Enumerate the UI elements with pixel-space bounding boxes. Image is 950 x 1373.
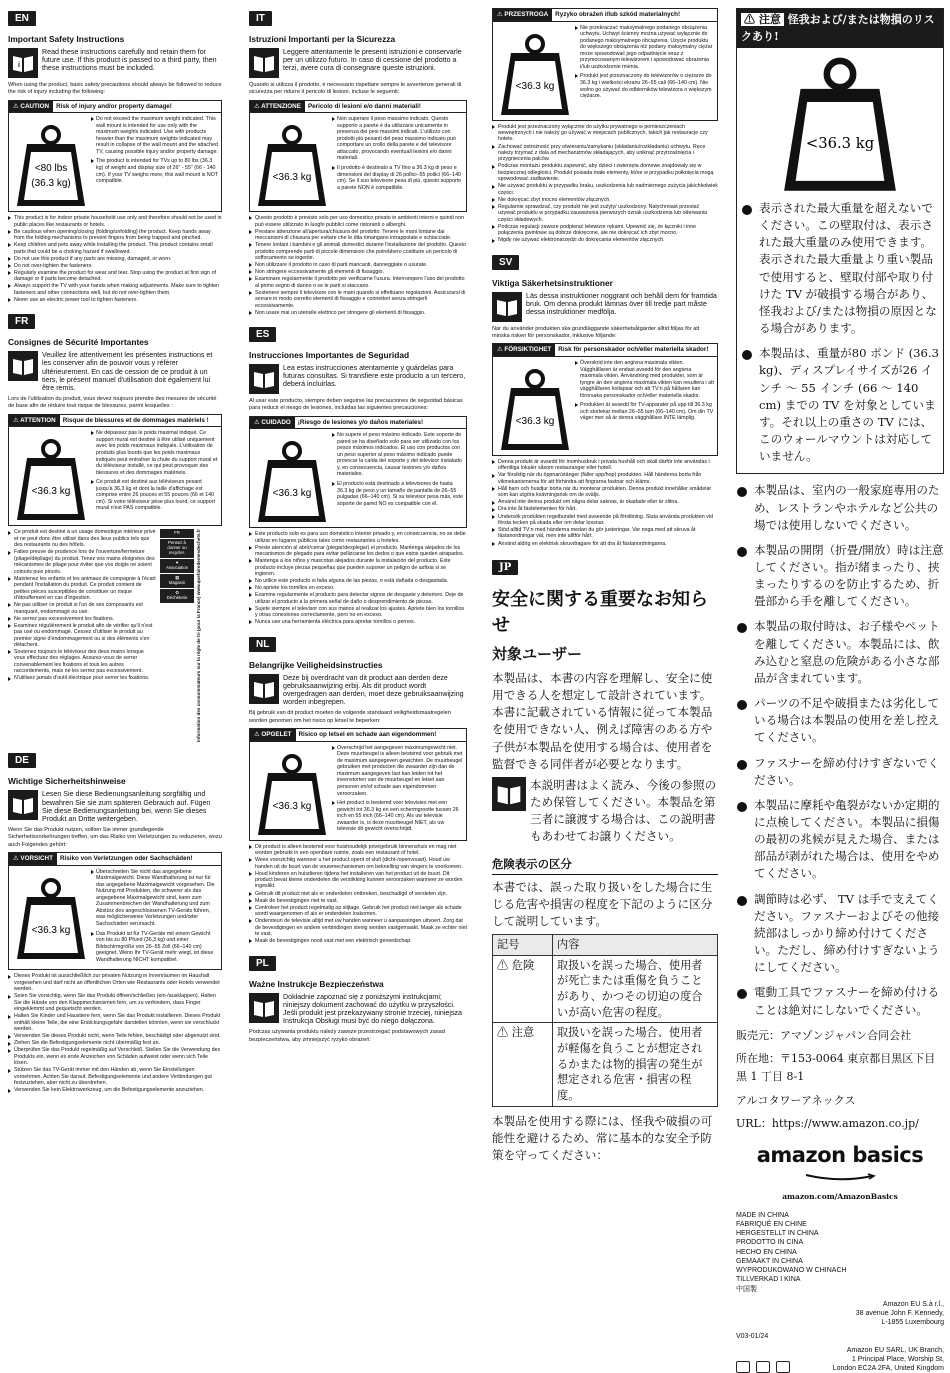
seller: 販売元：アマゾンジャパン合同会社: [736, 1028, 912, 1042]
bullets-sv: [492, 459, 718, 547]
section-sv: [492, 252, 718, 547]
warning-box-en: [8, 100, 222, 213]
hazard-table: [492, 934, 718, 1107]
weight-label: <36.3 kg: [31, 486, 71, 498]
list-item: Soutenez toujours le téléviseur des deux mains lorsque vous effectuez des réglages. Assurez-vous de serrer convenablement les fixations et tous les autres raccordements, mais ne les serrez pas excessivement.: [8, 649, 156, 675]
warning-tag-pl: ⚠ PRZESTROGA: [493, 9, 552, 21]
list-item: Stöd alltid TV:n med händerna medan du gör justeringar. Var noga med att skruva åt fästanordningar väl, men inte alltför hårt.: [492, 527, 718, 540]
list-item: パーツの不足や破損または劣化している場合は本製品の使用を差し控えてください。: [736, 695, 944, 746]
section-pl-cont: [492, 8, 718, 244]
list-item: Maintenez les enfants et les animaux de compagnie à l'écart pendant l'installation du produit. Ce produit contient de petites pièces susceptibles de constituer un risque d'étouffement en cas d'ingestion.: [8, 576, 156, 602]
jp-url: URL：https://www.amazon.co.jp/: [736, 1117, 919, 1131]
made-in-list: [736, 1211, 944, 1294]
address: 所在地：〒153-0064 東京都目黒区下目黒 1 丁目 8-1: [736, 1052, 936, 1083]
list-item: Maak de bevestigingen niet te vast.: [249, 898, 467, 904]
column-3: [492, 8, 718, 1353]
building: アルコタワーアネックス: [736, 1093, 856, 1107]
warning-bullet: Il prodotto è destinato a TV fino a 36.3 kg di peso e dimensioni del display di 26 pollici–55 pollici (66–140 cm). Se il suo televisore pesa di più, questo supporto a parete NON è compatibile.: [332, 165, 464, 191]
list-item: Non usare mai un utensile elettrico per stringere gli elementi di fissaggio.: [249, 310, 467, 316]
made-in-line: TILLVERKAD I KINA: [736, 1276, 801, 1284]
bullets-en: [8, 215, 222, 303]
warning-box-pl: [492, 8, 718, 121]
lang-tag-fr: FR: [8, 314, 35, 329]
list-item: Tenere lontani i bambini e gli animali domestici durante l'installazione del prodotto. Questo prodotto comprende parti di piccole dimensioni che potrebbero costituire un pericolo di soffocamento se ingerite.: [249, 242, 467, 261]
section-en: [8, 8, 222, 303]
intro-sv: Läs dessa instruktioner noggrant och behåll dem för framtida bruk. Om denna produkt lämnas över till tredje part måste dessa instruktioner medfölja.: [526, 291, 717, 317]
list-item: 本製品の開閉（折畳/開放）時は注意してください。指が緒まったり、挟まったりするのを防止するため、折畳部から手を離してください。: [736, 542, 944, 611]
list-item: Dieses Produkt ist ausschließlich zur privaten Nutzung in Innenräumen im Haushalt vorgesehen und darf nicht an öffentlichen Orten wie Restaurants oder Hotels verwendet werden.: [8, 973, 222, 992]
weight-icon: [15, 124, 87, 208]
weight-icon: [15, 877, 87, 961]
warning-bullet: Överskrid inte den angivna maximala vikten. Vägghållaren är endast avsedd för den angivna maximala vikten. Användning med produkter, som är tyngre än den angivna maximala vikten kan resultera i att vägghållaren kollapsar och att TV:n på hållaren kan förorsaka personskador och/eller materiella skador.: [575, 360, 715, 399]
warning-icon: ⚠: [497, 1026, 509, 1040]
danger-symbol: ⚠ 危険: [493, 955, 553, 1023]
manual-icon: [8, 351, 38, 381]
list-item: Do not use this product if any parts are missing, damaged, or worn.: [8, 256, 222, 262]
bullets-es: [249, 531, 467, 626]
address-line: London EC2A 2FA, United Kingdom: [832, 1365, 944, 1373]
weight-label: <36.3 kg: [805, 135, 875, 152]
bullets-nl: [249, 844, 467, 945]
warning-title-nl: Risico op letsel en schade aan eigendommen!: [298, 731, 437, 739]
list-item: 調節時は必ず、 TV は手で支えてください。ファスナーおよびその他接続部はしっかり締め付けてください。ただし、締め付けすぎないようにしてください。: [736, 891, 944, 977]
warning-tag-sv: ⚠ FÖRSIKTIGHET: [493, 344, 555, 356]
made-in-line: MADE IN CHINA: [736, 1211, 789, 1219]
bullets-it: [249, 215, 467, 316]
brand-block: [736, 1143, 944, 1201]
warning-icon: ⚠: [13, 102, 21, 110]
lang-tag-sv: SV: [492, 255, 519, 270]
warning-tag-it: ⚠ ATTENZIONE: [250, 101, 305, 113]
intro-it: Leggere attentamente le presenti istruzioni e conservarle per un utilizzo futuro. In caso di cessione del prodotto a terzi, avere cura di consegnare queste istruzioni.: [283, 48, 462, 73]
list-item: Wees voorzichtig wanneer u het product opent of sluit (dicht-/openvouwt). Houd uw handen uit de buurt van de vouwmechanismen om beknelling van vingers te voorkomen.: [249, 857, 467, 870]
list-item: Podczas regulacji zawsze podpierać telewizor rękami. Upewnić się, że łączniki i inne połączenia gwintowe są dobrze dokręcone, ale nie dokręcać ich zbyt mocno.: [492, 224, 718, 237]
list-item: Este producto solo es para uso doméstico interior privado y, en consecuencia, no se debe utilizar en lugares públicos tales como restaurantes u hoteles.: [249, 531, 467, 544]
section-de: [8, 750, 222, 1093]
weight-label: <36.3 kg: [272, 800, 312, 812]
weight-label-2: (36.3 kg): [31, 178, 71, 190]
warning-bullet: Overschrijd het aangegeven maximumgewicht niet. Deze muurbeugel is alleen bestemd voor gebruik met de maximum aangegeven gewichten. De muurbeugel gebruiken met producten die zwaarder zijn dan de maximum aangegeven last kan leiden tot het ineenstorten van de muurbeugel en letsel aan personen en/of schade aan eigendommen veroorzaken.: [332, 745, 464, 798]
recycling-side-text: Information des consommateurs sur la règle de tri (pour la France) www.quefairedemesdechets.fr: [196, 529, 201, 743]
list-item: Podczas montażu produktu zapewnić, aby dzieci i zwierzęta domowe znajdowały się w bezpiecznej odległości. Produkt posiada małe elementy, które w przypadku połknięcia mogą spowodować zadławienie.: [492, 163, 718, 182]
jp-paragraph-3: 本書では、誤った取り扱いをした場合に生じる危害や損害の程度を下記のように区分して説明しています。: [492, 879, 713, 928]
list-item: 表示された最大重量を超えないでください。この壁取付は、表示された最大重量のみ使用できます。表示された最大重量より重い製品で使用すると、壁取付部や取り付けた TV が破損する場合があり、怪我および/または物損の原因となる場合があります。: [741, 200, 939, 337]
weight-label: <36.3 kg: [515, 415, 555, 427]
intro-nl: Deze bij overdracht van dit product aan derden deze gebruiksaanwijzing erbij. Als dit product wordt overgedragen aan derden, moet deze gebruiksaanwijzing worden inbegrepen.: [283, 673, 464, 707]
svg-text:i: i: [18, 62, 20, 69]
warning-tag-es: ⚠ CUIDADO: [250, 417, 295, 429]
weight-label: <36.3 kg: [515, 80, 555, 92]
lead-es: Al usar este producto, siempre deben seguirse las precauciones de seguridad básicas para reducir el riesgo de lesiones, incluidas las siguientes precauciones:: [249, 398, 463, 412]
address-line: 38 avenue John F. Kennedy,: [855, 1309, 944, 1317]
recycling-center: ♻ Déchèterie: [160, 589, 194, 603]
lang-tag-pl: PL: [249, 956, 276, 971]
warning-icon: ⚠: [497, 11, 505, 18]
manual-icon: [249, 674, 279, 704]
weight-icon: [256, 440, 328, 524]
lang-tag-it: IT: [249, 11, 272, 26]
list-item: 電動工具でファスナーを締め付けることは絶対にしないでください。: [736, 984, 944, 1018]
title-sv: Viktiga Säkerhetsinstruktioner: [492, 277, 613, 288]
section-pl: [249, 953, 467, 1044]
weight-label: <36.3 kg: [272, 172, 312, 184]
list-item: Var försiktig när du öppnar/stänger (fäller upp/hop) produkten. Håll händerna borta från vikmekanismerna för att förhindra att fingrarna fastnar och kläms.: [492, 472, 718, 485]
made-in-line: GEMAAKT IN CHINA: [736, 1257, 803, 1265]
recycling-store: ▦ Magasin: [160, 574, 194, 588]
table-cell: 取扱いを誤った場合、使用者が軽傷を負うことが想定されるかまたは物的損害の発生が想定される危害・損害の程度。: [553, 1023, 718, 1106]
title-nl: Belangrijke Veiligheidsinstructies: [249, 659, 383, 670]
warning-box-sv: [492, 343, 718, 456]
version: V03-01/24: [736, 1333, 769, 1341]
warning-bullet: Überschreiten Sie nicht das angegebene Maximalgewicht. Diese Wandhalterung ist nur für das angegebene Maximalgewicht vorgesehen. Die Nutzung mit Produkten, die schwerer als das angegebene Maximalgewicht sind, kann zum Zusammenbrechen der Wandhalterung und zum Abstürz des angeschlossenen TV-Geräts führen, was möglicherweise Verletzungen und/oder Sachschäden verursacht.: [91, 869, 219, 928]
manual-icon: [492, 292, 522, 322]
recycling-fr-badge: FR: [160, 529, 194, 538]
list-item: Do not over-tighten the fasteners.: [8, 263, 222, 269]
warning-title-es: ¡Riesgo de lesiones y/o daños materiales!: [297, 418, 424, 426]
weight-label: <36.3 kg: [31, 924, 71, 936]
lead-it: Quando si utilizza il prodotto, è necessario rispettare sempre le avvertenze generali di sicurezza per ridurre il pericolo di lesioni, incluse le seguenti:: [249, 82, 462, 96]
warning-title-jp: 怪我および/または物損のリスクあり!: [741, 13, 935, 43]
title-en: Important Safety Instructions: [8, 34, 125, 44]
list-item: Verwenden Sie dieses Produkt nicht, wenn Teile fehlen, beschädigt oder abgenutzt sind.: [8, 1033, 222, 1039]
section-it: [249, 8, 467, 316]
made-in-line: PRODOTTO IN CINA: [736, 1239, 804, 1247]
bullets-de: [8, 973, 222, 1093]
warning-bullet: Het product is bestemd voor televisies met een gewicht tot 36.3 kg en een schermgrootte tussen 26 inch en 55 inch (66–140 cm). Als uw televisie zwaarder is, is deze muurbeugel NIET, als uw televisie dit gewicht overschrijdt.: [332, 800, 464, 833]
warning-bullet: The product is intended for TVs up to 80 lbs (36.3 kg) of weight and display size of 26" - 55" (66 - 140 cm). If your TV weighs more, this wall mount is NOT compatible.: [91, 158, 219, 184]
table-header: 記号: [493, 935, 553, 956]
table-cell: 取扱いを誤った場合、使用者が死亡または重傷を負うことがあり、かつその切迫の度合いが高い危害の程度。: [553, 955, 718, 1023]
address-line: Amazon EU S.à r.l.,: [882, 1300, 944, 1308]
manual-icon: [8, 48, 38, 78]
store-icon: ▦: [174, 574, 180, 580]
warning-bullet: Nie przekraczać maksymalnego podanego obciążenia uchwytu. Uchwyt ścienny można używać wyłącznie do podanego maksymalnego obciążenia. Użycie produktu do większego obciążenia niż podany maksymalny ciężar może spowodować jego odpadnięcie wraz z przymocowanym telewizorem i spowodować obrażenia i/lub uszkodzenie mienia.: [575, 25, 715, 71]
weight-icon: [499, 33, 571, 117]
weight-icon: [15, 438, 87, 522]
jp-paragraph-2: 本説明書はよく読み、今後の参照のため保管してください。本製品を第三者に譲渡する場合は、この説明書もあわせてお譲りください。: [530, 777, 717, 844]
triman-recycling-logo: [160, 529, 222, 742]
title-de: Wichtige Sicherheitshinweise: [8, 776, 126, 787]
lead-en: When using the product, basic safety precautions should always be followed to reduce the risk of injury including the following:: [8, 82, 222, 96]
warning-icon: ⚠: [13, 854, 21, 862]
list-item: Halten Sie Kinder und Haustiere fern, wenn Sie das Produkt installieren. Dieses Produkt enthält kleine Teile, die eine Erstickungsgefahr darstellen könnten, wenn sie verschluckt werden.: [8, 1013, 222, 1032]
lead-nl: Bij gebruik van dit product moeten de volgende standaard veiligheidsmaatregelen worden genomen om het risico op letsel te beperken:: [249, 710, 451, 724]
weight-icon: [256, 124, 328, 208]
list-item: Always support the TV with your hands when making adjustments. Make sure to tighten fasteners and other connections well, but do not over-tighten them.: [8, 283, 222, 296]
list-item: Houd kinderen en huisdieren tijdens het installeren van het product uit de buurt. Dit product bevat kleine onderdelen die verstikking kunnen veroorzaken wanneer ze worden ingeslikt.: [249, 871, 467, 890]
address-line: L-1855 Luxembourg: [881, 1318, 944, 1326]
table-row: [493, 955, 718, 1023]
address-line: Amazon EU SARL, UK Branch,: [846, 1347, 944, 1355]
column-2: [249, 8, 467, 1353]
warning-tag-jp: ⚠ 注意: [741, 13, 784, 26]
list-item: Dra inte åt fästelementen för hårt.: [492, 506, 718, 512]
warning-bullet: Das Produkt ist für TV-Geräte mit einem Gewicht von bis zu 80 Pfund (36,3 kg) und einer Bildschirmgröße von 26–55 Zoll (66–140 cm) geeignet. Wenn Ihr TV-Gerät mehr wiegt, ist diese Wandhalterung NICHT kompatibel.: [91, 931, 219, 964]
jp-paragraph-1: 本製品は、本書の内容を理解し、安全に使用できる人を想定して設計されています。本書に記載されている情報に従って本製品を使用できない人、例えば障害のある方や子供が本製品を使用する場合は、使用者を監督できる同伴者が必要となります。: [492, 670, 713, 771]
lead-fr: Lors de l'utilisation du produit, vous devez toujours prendre des mesures de sécurité de base afin de réduire tout risque de blessures, parmi lesquelles :: [8, 396, 217, 410]
weight-label: <80 lbs: [34, 163, 68, 175]
warning-icon: ⚠: [254, 731, 262, 739]
warning-bullet: Produkt jest przeznaczony do telewizorów o ciężarze do 36.3 kg i wielkości ekranu 26–55 cali (66–140 cm). Nie wolno go używać do odbiorników telewizora o większym ciężarze.: [575, 73, 715, 99]
title-pl: Ważne Instrukcje Bezpieczeństwa: [249, 978, 384, 989]
uk-address: [833, 1346, 944, 1373]
warning-icon: ⚠: [497, 346, 505, 354]
weight-icon: [775, 56, 905, 194]
column-4: [736, 8, 944, 1373]
made-in-line: 中国製: [736, 1285, 757, 1293]
list-item: Prestare attenzione all'apertura/chiusura del prodotto. Tenere le mani lontane dai meccanismi di chiusura per evitare che le dita rimangano intrappolate e schiacciate.: [249, 229, 467, 242]
recycle-icon: ♻: [175, 589, 179, 595]
list-item: 本製品の取付時は、お子様やペットを離してください。本製品には、飲み込むと窒息の危険がある小さな部品が含まれています。: [736, 618, 944, 687]
list-item: 本製品は、重量が80 ポンド (36.3 kg)、ディスプレイサイズが26 インチ ～ 55 インチ (66 ～ 140 cm) までの TV を対象としています。それ以上の重さの TV には、このウォールマウントは対応していません。: [741, 345, 939, 465]
manual-icon: [249, 48, 279, 78]
section-nl: [249, 634, 467, 945]
list-item: Non utilizzare il prodotto in caso di parti mancanti, danneggiate o usurate.: [249, 262, 467, 268]
warning-tag-de: ⚠ VORSICHT: [9, 853, 57, 865]
list-item: Ondersteun de televisie altijd met uw handen wanneer u aanpassingen uitvoert. Zorg dat de bevestigingen en andere verbindingen stevig worden vastgemaakt. Maak ze echter niet te vast.: [249, 918, 467, 937]
table-header: 内容: [553, 935, 718, 956]
list-item: Non stringere eccessivamente gli elementi di fissaggio.: [249, 269, 467, 275]
hands-icon: ♥: [175, 560, 179, 566]
list-item: Ne pas utiliser ce produit si l'un de ses composants est manquant, endommagé ou usé.: [8, 602, 156, 615]
warning-box-fr: [8, 414, 222, 527]
list-item: Controleer het product regelmatig op slijtage. Gebruik het product niet langer als schade wordt waargenomen of als er onderdelen loskomen.: [249, 905, 467, 918]
list-item: Esaminare regolarmente il prodotto per verificarne l'usura. Interrompere l'uso del prodotto al primo segno di danno o se le parti si staccano.: [249, 276, 467, 289]
weight-icon: [256, 753, 328, 837]
warning-icon: ⚠: [744, 13, 759, 26]
list-item: Faites preuve de prudence lors de l'ouverture/fermeture (pliage/dépliage) du produit. Tenez vos mains éloignées des mécanismes de pliage pour éviter que vos doigts ne soient coincés puis pincés.: [8, 549, 156, 575]
lead-sv: När du använder produkten ska grundläggande säkerhetsåtgärder alltid följas för att minska risken för personskador, inklusive följande:: [492, 325, 700, 340]
warning-box-nl: [249, 728, 467, 841]
list-item: Gebruik dit product niet als er onderdelen ontbreken, beschadigd of versleten zijn.: [249, 891, 467, 897]
list-item: Använd aldrig en elektrisk skruvdragare för att dra åt fästanordningarna.: [492, 541, 718, 547]
list-item: Regularly examine the product for wear and tear. Stop using the product at first sign of damage or if parts become detached.: [8, 270, 222, 283]
list-item: Produkt jest przeznaczony wyłącznie do użytku prywatnego w pomieszczeniach wewnętrznych i nie należy go używać w miejscach publicznych, takich jak restauracje czy hotele.: [492, 124, 718, 143]
list-item: N'utilisez jamais d'outil électrique pour serrer les fixations.: [8, 675, 156, 681]
bullets-jp-warning: [737, 198, 943, 465]
warning-title-fr: Risque de blessures et de dommages matériels !: [62, 416, 209, 424]
recycling-text: Pensez à donner ou recycler.: [160, 539, 194, 558]
list-item: ファスナーを締め付けすぎないでください。: [736, 755, 944, 789]
warning-title-sv: Risk för personskador och/eller materiella skador!: [558, 346, 709, 354]
smile-arrow-icon: [800, 1174, 880, 1182]
table-row: [493, 935, 718, 956]
list-item: This product is for indoor private household use only and therefore should not be used in public places like restaurants or hotels.: [8, 215, 222, 228]
warning-bullet: Ne dépassez pas le poids maximal indiqué. Ce support mural est destiné à être utilisé uniquement avec les poids maximaux indiqués. L'utilisation de produits plus lourds que les poids maximaux indiqués peut entraîner la chute du support mural et du téléviseur installé, ce qui peut provoquer des blessures et des dommages matériels.: [91, 430, 219, 476]
list-item: Seien Sie vorsichtig, wenn Sie das Produkt öffnen/schließen (ein-/ausklappen). Halten Sie die Hände von den Klappmechanismen fern, um zu verhindern, dass Finger eingeklemmt und gequetscht werden.: [8, 993, 222, 1012]
column-1: [8, 8, 222, 1353]
lang-tag-nl: NL: [249, 637, 276, 652]
lang-tag-de: DE: [8, 753, 36, 768]
compliance-icon: [776, 1361, 790, 1373]
manual-icon: [8, 790, 38, 820]
made-in-line: HERGESTELLT IN CHINA: [736, 1230, 819, 1238]
bullets-jp: [736, 482, 944, 1018]
amazon-basics-logo: amazon basics: [756, 1142, 924, 1167]
section-es: [249, 324, 467, 626]
recycling-association: ♥ Association: [160, 559, 194, 573]
list-item: Sujete siempre el televisor con sus manos al realizar los ajustes. Apriete bien los tornillos y otras conexiones correctamente, pero no en exceso.: [249, 606, 467, 619]
eu-address: [736, 1300, 944, 1327]
list-item: Regularnie sprawdzać, czy produkt nie jest zużyty/ uszkodzony. Natychmiast przestać używać produktu w przypadku zauważenia pierwszych oznak uszkodzenia lub oderwania części składowych.: [492, 204, 718, 223]
list-item: Questo prodotto è previsto solo per uso domestico privato in ambienti interni e quindi non può essere utilizzato in luoghi pubblici come ristoranti o alberghi.: [249, 215, 467, 228]
list-item: Zachować ostrożność przy otwieraniu/zamykaniu (składaniu/rozkładaniu) uchwytu. Ręce należy trzymać z dala od mechanizmów składających, aby uniknąć przytrzaśnięcia i przygniecenia palców.: [492, 144, 718, 163]
lead-de: Wenn Sie das Produkt nutzen, sollten Sie immer grundlegende Sicherheitsvorkehrungen treffen, um das Risiko von Verletzungen zu reduzieren, wozu auch Folgendes gehört:: [8, 827, 222, 848]
lead-pl: Podczas używania produktu należy zawsze przestrzegać podstawowych zasad bezpieczeństwa, aby zmniejszyć ryzyko obrażeń:: [249, 1029, 445, 1043]
list-item: Nie używać produktu w przypadku braku, uszkodzenia lub nadmiernego zużycia jakichkolwiek części.: [492, 183, 718, 196]
table-row: [493, 1023, 718, 1106]
title-jp: 安全に関する重要なお知らせ: [492, 588, 708, 636]
warning-icon: ⚠: [254, 418, 262, 426]
warning-bullet: Do not exceed the maximum weight indicated. This wall mount is intended for use only with the maximum weights indicated. Use with products heavier than the maximum weights indicated may result in collapse of the wall mount and the attached TV, causing possible injury and/or property damage.: [91, 116, 219, 155]
subtitle-jp: 対象ユーザー: [492, 644, 583, 663]
bullets-fr: [8, 529, 156, 738]
warning-bullet: El producto está destinado a televisores de hasta 36.3 kg de peso y un tamaño de pantalla de 26–55 pulgadas (66–140 cm). Si su televisor pesa más, este soporte de pared NO es compatible con él.: [332, 481, 464, 507]
weight-icon: [499, 368, 571, 452]
manual-icon: [249, 364, 279, 394]
list-item: Undersök produkten regelbundet med avseende på förslitning. Sluta använda produkten vid första tecken på skada eller om delar lossnar.: [492, 514, 718, 527]
intro-en: Read these instructions carefully and retain them for future use. If this product is passed to a third party, then these instructions must be included.: [42, 48, 217, 73]
warning-tag-en: ⚠ CAUTION: [9, 101, 53, 113]
list-item: Använd inte denna produkt om några delar saknas, är skadade eller är slitna.: [492, 499, 718, 505]
brand-url: amazon.com/AmazonBasics: [782, 1191, 898, 1201]
warning-icon: ⚠: [13, 416, 21, 424]
warning-icon: ⚠: [254, 102, 262, 110]
made-in-line: FABRIQUÉ EN CHINE: [736, 1220, 807, 1228]
warning-icon: ⚠: [497, 958, 509, 972]
list-item: Sostenere sempre il televisore con le mani quando si effettuano regolazioni. Assicurarsi di serrare in modo corretto elementi di fissaggio e connettori senza stringerli eccessivamente.: [249, 290, 467, 309]
list-item: Preste atención al abrir/cerrar (plegar/desplegar) el producto. Mantenga alejados de los mecanismos de plegado para evitar pellizcarse los dedos o que estos queden atrapados.: [249, 545, 467, 558]
warning-title-pl: Ryzyko obrażeń i/lub szkód materialnych!: [555, 11, 681, 18]
warning-header-jp: [737, 9, 943, 48]
warning-tag-nl: ⚠ OPGELET: [250, 729, 296, 741]
manual-icon: [492, 777, 526, 811]
list-item: 本製品に摩耗や亀裂がないか定期的に点検してください。本製品に損傷の最初の兆候が見えた場合、または部品が剥がれた場合は、使用をやめてください。: [736, 797, 944, 883]
list-item: Nunca use una herramienta eléctrica para apretar tornillos o pernos.: [249, 619, 467, 625]
lang-tag-jp: JP: [492, 560, 518, 575]
list-item: No utilice este producto si falta alguna de las piezas, o está dañada o desgastada.: [249, 578, 467, 584]
section-fr: [8, 311, 222, 742]
warning-tag-fr: ⚠ ATTENTION: [9, 415, 60, 427]
caution-symbol: ⚠ 注意: [493, 1023, 553, 1106]
list-item: Nie dokręcać zbyt mocno elementów złącznych.: [492, 197, 718, 203]
section-jp: [492, 555, 718, 1164]
warning-bullet: Non superare il peso massimo indicato. Questo supporto a parete è da utilizzarsi unicamente in presenza dei pesi massimi indicati. L'utilizzo con prodotti più pesanti del peso massimo indicato può comportare un crollo della parete e del televisore attaccato, provocando eventuali lesioni e/o danni materiali.: [332, 116, 464, 162]
list-item: Dit product is alleen bestemd voor huishoudelijk privégebruik binnenshuis en mag niet worden gebruikt in een openbare ruimte, zoals een restaurant of hotel.: [249, 844, 467, 857]
warning-title-de: Risiko von Verletzungen oder Sachschäden!: [59, 854, 193, 862]
jp-paragraph-4: 本製品を使用する際には、怪我や破損の可能性を避けるため、常に基本的な安全予防策を守ってください：: [492, 1113, 713, 1163]
list-item: Denna produkt är avsedd för inomhusbruk i privata hushåll och skall därför inte användas i offentliga lokaler såsom restauranger eller hotell.: [492, 459, 718, 472]
warning-box-it: [249, 100, 467, 213]
list-item: Be cautious when opening/closing (folding/unfolding) the product. Keep hands away from the folding mechanisms to prevent fingers from being trapped and pinched.: [8, 229, 222, 242]
warning-box-es: [249, 416, 467, 529]
list-item: 本製品は、室内の一般家庭専用のため、レストランやホテルなど公共の場では使用しないでください。: [736, 482, 944, 533]
made-in-line: HECHO EN CHINA: [736, 1248, 797, 1256]
intro-es: Lea estas instrucciones atentamente y guárdelas para futuras consultas. Si transfiere este producto a un tercero, deberá incluirlas.: [283, 364, 466, 389]
list-item: Examine regularmente el producto para detectar signos de desgaste y deterioro. Deje de utilizar el producto a la primera señal de daño o desprendimiento de piezas.: [249, 592, 467, 605]
compliance-icon: [756, 1361, 770, 1373]
list-item: Mantenga a los niños y mascotas alejados durante la instalación del producto. Este producto incluye piezas pequeñas que pueden suponer un peligro de asfixia si se ingieren.: [249, 558, 467, 577]
list-item: Never use an electric power tool to tighten fasteners.: [8, 297, 222, 303]
jp-section-2: 危険表示の区分: [492, 856, 718, 875]
title-it: Istruzioni Importanti per la Sicurezza: [249, 34, 396, 44]
title-fr: Consignes de Sécurité Importantes: [8, 337, 149, 348]
compliance-icons: [736, 1361, 790, 1373]
warning-bullet: Produkten är avsedd för TV-apparater på upp till 36.3 kg och storlekar mellan 26–55 tum (66–140 cm). Om din TV väger mer så är denna vägghållare INTE lämplig.: [575, 402, 715, 422]
list-item: No apriete los tornillos en exceso.: [249, 585, 467, 591]
lang-tag-es: ES: [249, 327, 276, 342]
list-item: Examinez régulièrement le produit afin de vérifier qu'il n'est pas usé ou endommagé. Cessez d'utiliser le produit au premier signe d'endommagement ou si des éléments s'en détachent.: [8, 623, 156, 649]
list-item: Ziehen Sie die Befestigungselemente nicht übermäßig fest an.: [8, 1040, 222, 1046]
bullets-pl: [492, 124, 718, 244]
address-line: 1 Principal Place, Worship St,: [851, 1356, 944, 1364]
list-item: Håll barn och husdjur borta när du monterar produkten. Denna produkt innehåller smådelar som kan utgöra kvävningsrisk om de sväljs.: [492, 486, 718, 499]
list-item: Nigdy nie używać elektronarzędzi do dokręcania elementów złącznych.: [492, 237, 718, 243]
list-item: Keep children and pets away while installing the product. This product contains small parts that could be a choking hazard if swallowed.: [8, 242, 222, 255]
list-item: Überprüfen Sie das Produkt regelmäßig auf Verschleiß. Stellen Sie die Verwendung des Produkts ein, wenn es erste Anzeichen von Schäden aufweist oder wenn sich Teile lösen.: [8, 1047, 222, 1066]
intro-pl: Dokładnie zapoznać się z poniższymi instrukcjami; niniejszy dokument zachować do użytku w przyszłości. Jeśli produkt jest przekazywany stronie trzeciej, niniejsza Instrukcja Obsługi musi być do niego dołączona.: [283, 992, 462, 1026]
title-es: Instrucciones Importantes de Seguridad: [249, 350, 410, 361]
warning-bullet: Ce produit est destiné aux téléviseurs pesant jusqu'à 36,3 kg et dont la taille d'affichage est comprise entre 26 pouces et 55 pouces (66 et 140 cm). Si votre téléviseur pèse plus lourd, ce support mural n'est PAS compatible.: [91, 479, 219, 512]
intro-de: Lesen Sie diese Bedienungsanleitung sorgfältig und bewahren Sie sie zum späteren Gebrauch auf. Fügen Sie diese Bedienungsanleitung bei, wenn Sie dieses Produkt an Dritte weitergeben.: [42, 790, 211, 823]
list-item: Maak de bevestigingen nooit vast met een elektrisch gereedschap.: [249, 938, 467, 944]
warning-box-jp: [736, 8, 944, 474]
list-item: Verwenden Sie kein Elektrowerkzeug, um die Befestigungselemente anzuziehen.: [8, 1087, 222, 1093]
list-item: Stützen Sie das TV-Gerät immer mit den Händen ab, wenn Sie Einstellungen vornehmen. Achten Sie darauf, Befestigungselemente und andere Verbindungen gut festzuziehen, aber nicht zu überdrehen.: [8, 1067, 222, 1086]
manual-icon: [249, 993, 279, 1023]
warning-title-en: Risk of injury and/or property damage!: [56, 102, 172, 110]
made-in-line: WYPRODUKOWANO W CHINACH: [736, 1267, 847, 1275]
intro-fr: Veuillez lire attentivement les présentes instructions et les conserver afin de pouvoir vous y référer ultérieurement. En cas de cession de ce produit à un tiers, le présent manuel d'utilisation doit également lui être remis.: [42, 351, 213, 392]
weight-label: <36.3 kg: [272, 488, 312, 500]
compliance-icon: [736, 1361, 750, 1373]
list-item: Ne serrez pas excessivement les fixations.: [8, 616, 156, 622]
lang-tag-en: EN: [8, 11, 36, 26]
warning-box-de: [8, 852, 222, 970]
warning-bullet: No supere el peso máximo indicado. Este soporte de pared se ha diseñado solo para ser utilizado con los pesos máximos indicados. El uso con productos con un peso superior al peso máximo indicado puede provocar la caída del soporte y del televisor instalado y, en consecuencia, causar lesiones y/o daños materiales.: [332, 432, 464, 478]
warning-title-it: Pericolo di lesioni e/o danni materiali!: [307, 102, 421, 110]
list-item: Ce produit est destiné à un usage domestique intérieur privé et ne peut donc être utilisé dans des lieux publics tels que des restaurants ou des hôtels.: [8, 529, 156, 548]
